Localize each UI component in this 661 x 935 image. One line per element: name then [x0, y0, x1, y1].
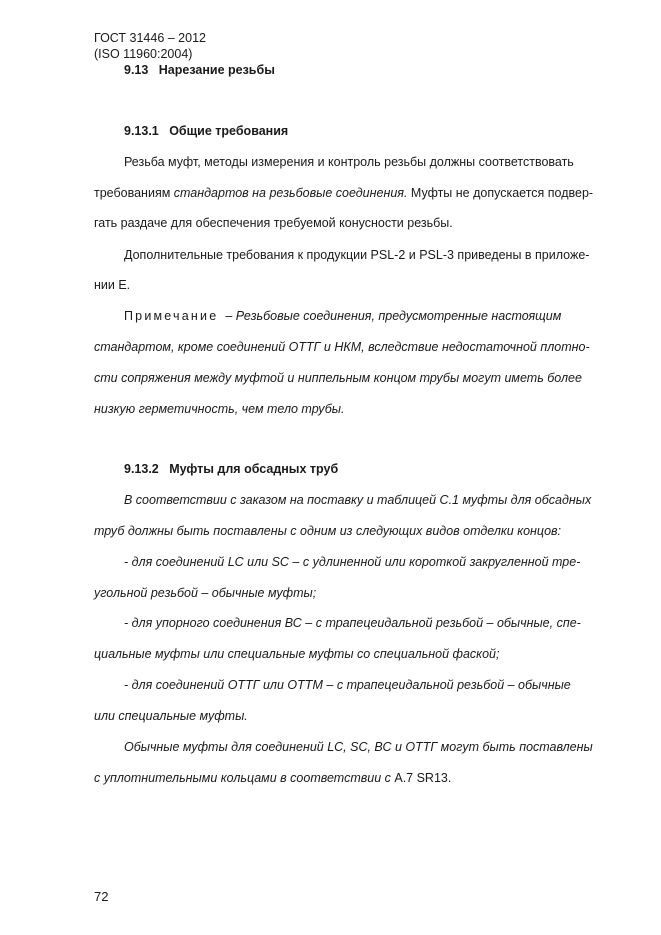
paragraph-line: Дополнительные требования к продукции PSL-2 и PSL-3 приведены в приложе- — [124, 248, 590, 262]
subsection-number: 9.13.1 — [124, 124, 159, 138]
paragraph-line: В соответствии с заказом на поставку и таблицей С.1 муфты для обсадных — [124, 493, 592, 507]
note-text: – Резьбовые соединения, предусмотренные настоящим — [225, 309, 562, 323]
page-number: 72 — [94, 889, 109, 904]
list-item-line: - для соединений ОТТГ или ОТТМ – с трапецеидальной резьбой – обычные — [124, 678, 571, 692]
list-item-line: - для соединений LC или SC – с удлиненной или короткой закругленной тре- — [124, 555, 581, 569]
note-line: низкую герметичность, чем тело трубы. — [94, 402, 345, 416]
subsection-number: 9.13.2 — [124, 462, 159, 476]
list-item-line: угольной резьбой – обычные муфты; — [94, 586, 317, 600]
paragraph-line — [94, 186, 593, 201]
italic-span: стандартов на резьбовые соединения. — [173, 186, 408, 200]
subsection-title: Муфты для обсадных труб — [169, 462, 339, 476]
paragraph-line: Обычные муфты для соединений LC, SC, ВС и ОТТГ могут быть поставлены — [124, 740, 593, 754]
list-item-line: циальные муфты или специальные муфты со специальной фаской; — [94, 647, 500, 661]
text-span: A.7 SR13. — [390, 771, 452, 785]
note-label: Примечание — [124, 309, 219, 323]
paragraph-line: гать раздаче для обеспечения требуемой конусности резьбы. — [94, 216, 453, 230]
italic-span: с уплотнительными кольцами в соответствии с — [94, 771, 391, 785]
paragraph-line: Резьба муфт, методы измерения и контроль резьбы должны соответствовать — [124, 155, 574, 169]
subsection-title: Общие требования — [169, 124, 289, 138]
note-line — [124, 309, 561, 324]
text-span: требованиям — [94, 186, 174, 200]
standard-designation: ГОСТ 31446 – 2012 — [94, 31, 206, 45]
section-number: 9.13 — [124, 63, 149, 77]
paragraph-line: труб должны быть поставлены с одним из следующих видов отделки концов: — [94, 524, 562, 538]
text-span: Муфты не допускается подвер- — [407, 186, 594, 200]
section-heading — [124, 63, 275, 78]
subsection-heading-casing-couplings — [124, 462, 338, 477]
paragraph-line — [94, 771, 451, 786]
list-item-line: - для упорного соединения ВС – с трапецеидальной резьбой – обычные, спе- — [124, 616, 581, 630]
list-item-line: или специальные муфты. — [94, 709, 248, 723]
paragraph-line: нии Е. — [94, 278, 131, 292]
note-line: сти сопряжения между муфтой и ниппельным концом трубы могут иметь более — [94, 371, 582, 385]
note-line: стандартом, кроме соединений ОТТГ и НКМ, вследствие недостаточной плотно- — [94, 340, 590, 354]
section-title: Нарезание резьбы — [158, 63, 275, 77]
subsection-heading-general — [124, 124, 288, 139]
iso-designation: (ISO 11960:2004) — [94, 47, 193, 61]
